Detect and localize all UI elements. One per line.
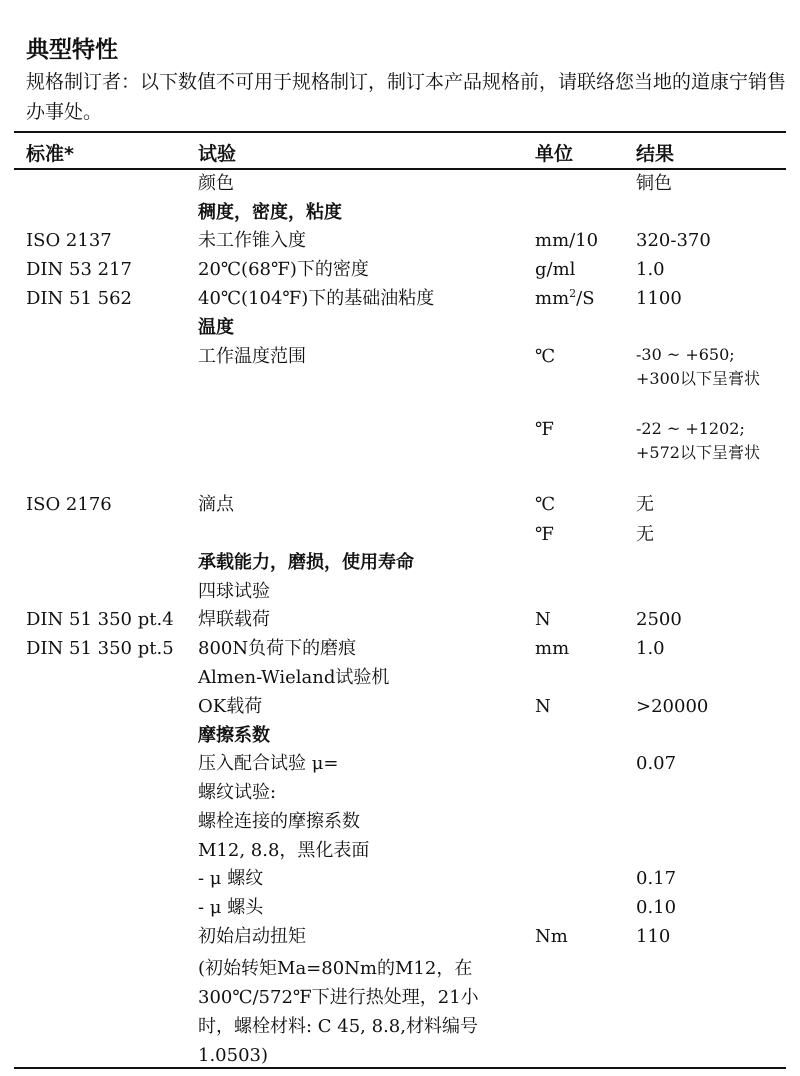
test-almen-wieland: Almen-Wieland试验机 xyxy=(198,667,390,688)
unit-viscosity xyxy=(535,287,595,311)
result-ok-load: >20000 xyxy=(636,696,709,717)
table-top-rule xyxy=(14,131,786,133)
test-thread: 螺纹试验: xyxy=(198,782,277,803)
section-title: 典型特性 xyxy=(26,37,118,63)
test-penetration: 未工作锥入度 xyxy=(198,230,306,251)
test-viscosity: 40℃(104℉)下的基础油粘度 xyxy=(198,288,435,309)
header-test: 试验 xyxy=(198,143,237,165)
result-penetration: 320-370 xyxy=(636,230,711,251)
result-wear-scar: 1.0 xyxy=(636,638,665,659)
test-color: 颜色 xyxy=(198,173,234,194)
unit-temp-range-f: ℉ xyxy=(535,419,554,440)
standard-wear-scar: DIN 51 350 pt.5 xyxy=(26,638,174,659)
unit-density: g/ml xyxy=(535,259,576,280)
test-breakaway: 初始启动扭矩 xyxy=(198,926,306,947)
test-mu-thread: - μ 螺纹 xyxy=(198,868,264,889)
unit-ok-load: N xyxy=(535,696,551,717)
test-press-fit: 压入配合试验 μ= xyxy=(198,753,339,774)
table-bottom-rule xyxy=(14,1067,786,1069)
standard-density: DIN 53 217 xyxy=(26,259,132,280)
unit-penetration: mm/10 xyxy=(535,230,599,251)
specification-note: 规格制订者：以下数值不可用于规格制订，制订本产品规格前，请联络您当地的道康宁销售办事处。 xyxy=(26,71,787,123)
result-weld-load: 2500 xyxy=(636,609,682,630)
unit-temp-range-c: ℃ xyxy=(535,346,556,367)
standard-penetration: ISO 2137 xyxy=(26,230,112,251)
unit-breakaway: Nm xyxy=(535,926,568,947)
result-temp-range-f: -22 ~ +1202; +572以下呈膏状 xyxy=(636,419,760,462)
unit-wear-scar: mm xyxy=(535,638,570,659)
unit-weld-load: N xyxy=(535,609,551,630)
test-mu-head: - μ 螺头 xyxy=(198,897,264,918)
test-weld-load: 焊联载荷 xyxy=(198,609,270,630)
result-breakaway: 110 xyxy=(636,926,671,947)
test-breakaway-note: (初始转矩Ma=80Nm的M12，在300℃/572℉下进行热处理，21小时，螺栓材料: C 45, 8.8,材料编号1.0503) xyxy=(198,958,479,1066)
section-temperature: 温度 xyxy=(198,317,234,338)
unit-viscosity-sup: 2 xyxy=(569,287,577,300)
test-four-ball: 四球试验 xyxy=(198,581,270,602)
section-consistency: 稠度，密度，粘度 xyxy=(198,202,342,223)
header-standard: 标准* xyxy=(26,143,74,165)
test-bolt-friction: 螺栓连接的摩擦系数 xyxy=(198,811,360,832)
header-result: 结果 xyxy=(636,143,675,165)
result-mu-thread: 0.17 xyxy=(636,868,677,889)
standard-viscosity: DIN 51 562 xyxy=(26,288,132,309)
unit-dropping-point-f: ℉ xyxy=(535,524,554,545)
result-dropping-point-f: 无 xyxy=(636,524,654,545)
section-load: 承载能力，磨损，使用寿命 xyxy=(198,552,414,573)
result-press-fit: 0.07 xyxy=(636,753,677,774)
test-ok-load: OK载荷 xyxy=(198,696,263,717)
standard-weld-load: DIN 51 350 pt.4 xyxy=(26,609,174,630)
section-friction: 摩擦系数 xyxy=(198,725,270,746)
unit-viscosity-base: mm xyxy=(535,288,570,309)
test-temp-range: 工作温度范围 xyxy=(198,346,306,367)
header-rule xyxy=(14,168,786,170)
test-density: 20℃(68℉)下的密度 xyxy=(198,259,369,280)
test-wear-scar: 800N负荷下的磨痕 xyxy=(198,638,357,659)
header-unit: 单位 xyxy=(535,143,574,165)
result-viscosity: 1100 xyxy=(636,288,682,309)
result-temp-range-c: -30 ~ +650; +300以下呈膏状 xyxy=(636,345,760,388)
unit-viscosity-tail: /S xyxy=(576,288,595,309)
test-bolt-spec: M12, 8.8，黑化表面 xyxy=(198,840,370,861)
standard-dropping-point: ISO 2176 xyxy=(26,494,112,515)
unit-dropping-point-c: ℃ xyxy=(535,494,556,515)
result-dropping-point-c: 无 xyxy=(636,494,654,515)
result-color: 铜色 xyxy=(636,173,672,194)
result-mu-head: 0.10 xyxy=(636,897,677,918)
test-dropping-point: 滴点 xyxy=(198,494,234,515)
result-density: 1.0 xyxy=(636,259,665,280)
